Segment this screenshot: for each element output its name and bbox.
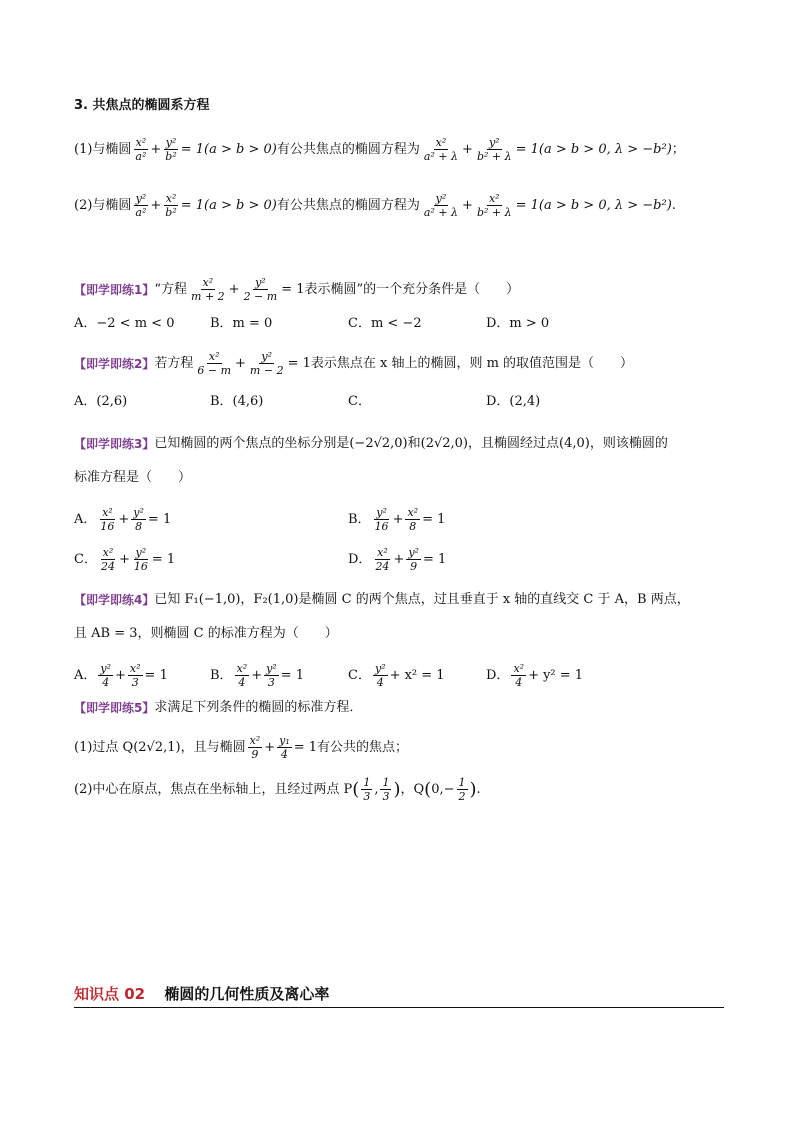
q4-option-b[interactable]: B． $\frac{\text{x²}}{4}$ + $\frac{\text{y²}}{3}$ = 1 <box>210 662 305 689</box>
family-2-prefix: (2)与椭圆 <box>74 197 132 213</box>
q3-option-b[interactable]: B． $\frac{\text{y²}}{16}$ + $\frac{\text{x²}}{8}$ = 1 <box>348 506 446 533</box>
condition: = 1(a > b > 0, λ > −b²) <box>515 141 672 157</box>
family-1-prefix: (1)与椭圆 <box>74 141 132 157</box>
question-text: 求满足下列条件的椭圆的标准方程． <box>154 700 363 715</box>
question-tag: 【即学即练3】 <box>74 437 155 451</box>
q1-option-d[interactable]: D．m > 0 <box>486 316 550 331</box>
question-5-part-2: (2)中心在原点，焦点在坐标轴上，且经过两点 P ( $\frac{1}{3}$ , $\frac{1}{3}$ ) ，Q ( 0,− $\frac{1}{2}$ ) . <box>74 776 481 803</box>
q1-option-b[interactable]: B．m = 0 <box>210 316 273 331</box>
heading: 3. 共焦点的椭圆系方程 <box>74 98 210 113</box>
fraction: $\frac{\text{y²}}{\text{a²}}$ <box>135 192 147 219</box>
question-text: 若方程 <box>154 355 194 371</box>
section-rule <box>74 1007 724 1008</box>
fraction: $\frac{\text{x²}}{\text{a²}}$ <box>135 136 147 163</box>
fraction: $\frac{\text{y²}}{\text{b² + λ}}$ <box>476 136 512 163</box>
condition: = 1(a > b > 0) <box>180 197 277 213</box>
question-text: “方程 <box>154 281 188 297</box>
q1-option-c[interactable]: C．m < −2 <box>348 316 422 331</box>
question-text: 已知 F₁(−1,0)，F₂(1,0)是椭圆 C 的两个焦点，过且垂直于 x 轴的直线交 C 于 A，B 两点， <box>154 592 690 607</box>
question-4-cont: 且 AB = 3，则椭圆 C 的标准方程为（ ） <box>74 626 338 641</box>
fraction: $\frac{\text{y²}}{\text{b²}}$ <box>165 136 177 163</box>
punct: . <box>671 197 676 213</box>
q2-option-d[interactable]: D．(2,4) <box>486 394 541 409</box>
fraction: $\frac{\text{y²}}{2 - m}$ <box>243 276 278 303</box>
question-4 <box>74 590 724 610</box>
question-tag: 【即学即练5】 <box>74 701 155 715</box>
q3-option-a[interactable]: A． $\frac{\text{x²}}{16}$ + $\frac{\text{y²}}{8}$ = 1 <box>74 506 172 533</box>
q2-option-b[interactable]: B．(4,6) <box>210 394 264 409</box>
q3-option-d[interactable]: D． $\frac{\text{x²}}{24}$ + $\frac{\text{y²}}{9}$ = 1 <box>348 546 447 573</box>
q3-option-c[interactable]: C． $\frac{\text{x²}}{24}$ + $\frac{\text{y²}}{16}$ = 1 <box>74 546 176 573</box>
section-number: 知识点 02 <box>74 985 146 1003</box>
question-3 <box>74 434 724 454</box>
q4-option-c[interactable]: C． $\frac{\text{y²}}{4}$ + x² = 1 <box>348 662 445 689</box>
fraction: $\frac{\text{x²}}{6 - m}$ <box>197 350 232 377</box>
q4-option-d[interactable]: D． $\frac{\text{x²}}{4}$ + y² = 1 <box>486 662 584 689</box>
q1-option-a[interactable]: A．−2 < m < 0 <box>74 316 175 331</box>
fraction: $\frac{\text{x²}}{\text{b² + λ}}$ <box>476 192 512 219</box>
family-2-mid: 有公共焦点的椭圆方程为 <box>276 197 420 213</box>
fraction: $\frac{\text{x²}}{m + 2}$ <box>191 276 225 303</box>
question-tag: 【即学即练2】 <box>74 356 155 371</box>
q2-option-c[interactable]: C． <box>348 394 371 409</box>
family-2: (2)与椭圆 $\frac{\text{y²}}{\text{a²}}$ + $\frac{\text{x²}}{\text{b²}}$ = 1(a > b > 0) 有公共焦点的椭圆方程为 $\frac{\text{y²}}{\text{a² + λ}}$ + $\frac{\text{x²}}{\text{b² + λ}}$ = 1(a > b > 0, λ > −b²) . <box>74 192 676 219</box>
question-tag: 【即学即练1】 <box>74 282 155 297</box>
question-text: = 1表示椭圆”的一个充分条件是（ ） <box>281 281 520 297</box>
section-title <box>74 983 329 1004</box>
family-1-mid: 有公共焦点的椭圆方程为 <box>276 141 420 157</box>
question-2: 【即学即练2】 若方程 $\frac{\text{x²}}{6 - m}$ + $\frac{\text{y²}}{m - 2}$ = 1表示焦点在 x 轴上的椭圆，则 m 的取值范围是（ ） <box>74 350 634 377</box>
q4-option-a[interactable]: A． $\frac{\text{y²}}{4}$ + $\frac{\text{x²}}{3}$ = 1 <box>74 662 168 689</box>
question-5-part-1: (1)过点 Q(2√2,1)，且与椭圆 $\frac{\text{x²}}{9}$ + $\frac{\text{y₁}}{4}$ = 1有公共的焦点； <box>74 734 409 761</box>
punct: ； <box>671 141 685 157</box>
question-1: 【即学即练1】 “方程 $\frac{\text{x²}}{m + 2}$ + $\frac{\text{y²}}{2 - m}$ = 1表示椭圆”的一个充分条件是（ ） <box>74 276 520 303</box>
family-1: (1)与椭圆 $\frac{\text{x²}}{\text{a²}}$ + $\frac{\text{y²}}{\text{b²}}$ = 1(a > b > 0) 有公共焦点的椭圆方程为 $\frac{\text{x²}}{\text{a² + λ}}$ + $\frac{\text{y²}}{\text{b² + λ}}$ = 1(a > b > 0, λ > −b²) ； <box>74 136 685 163</box>
question-text: = 1表示焦点在 x 轴上的椭圆，则 m 的取值范围是（ ） <box>287 355 634 371</box>
fraction: $\frac{\text{y²}}{\text{a² + λ}}$ <box>423 192 459 219</box>
fraction: $\frac{\text{x²}}{\text{b²}}$ <box>165 192 177 219</box>
question-3-cont: 标准方程是（ ） <box>74 470 192 485</box>
condition: = 1(a > b > 0) <box>180 141 277 157</box>
question-tag: 【即学即练4】 <box>74 593 155 607</box>
q2-option-a[interactable]: A．(2,6) <box>74 394 128 409</box>
fraction: $\frac{\text{y²}}{m - 2}$ <box>249 350 284 377</box>
fraction: $\frac{\text{x²}}{\text{a² + λ}}$ <box>423 136 459 163</box>
question-5 <box>74 698 724 718</box>
condition: = 1(a > b > 0, λ > −b²) <box>515 197 672 213</box>
question-text: 已知椭圆的两个焦点的坐标分别是(−2√2,0)和(2√2,0)，且椭圆经过点(4,0)，则该椭圆的 <box>154 436 668 451</box>
section-heading: 椭圆的几何性质及离心率 <box>164 985 330 1003</box>
